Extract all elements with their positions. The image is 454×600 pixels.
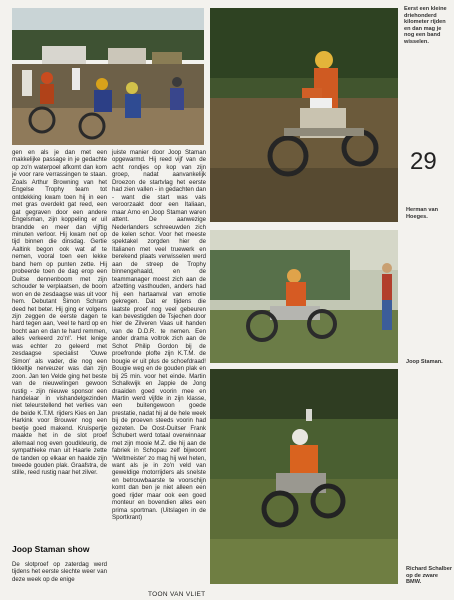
staman-photo <box>210 230 398 363</box>
col1-paragraph-2: De slotproef op zaterdag werd tijdens het eerste slechte weer van deze week op de enige <box>12 561 107 583</box>
mud-rider-photo-image <box>210 8 398 222</box>
section-heading: Joop Staman show <box>12 544 90 554</box>
article-column-1-end <box>12 561 107 591</box>
caption-hoeges: Herman van Hoeges. <box>406 207 439 220</box>
caption-staman: Joop Staman. <box>406 359 443 365</box>
page-number: 29 <box>410 148 437 175</box>
staman-photo-image <box>210 230 398 363</box>
mud-rider-photo <box>210 8 398 222</box>
schalber-photo <box>210 369 398 584</box>
author-byline: TOON VAN VLIET <box>148 591 206 598</box>
caption-schalber: Richard Schalber op de zware BMW. <box>406 566 453 586</box>
article-column-1 <box>12 149 107 517</box>
article-column-2-main <box>112 149 206 593</box>
schalber-photo-image <box>210 369 398 584</box>
col2-paragraph: juiste manier door Joop Staman opgewarmd. Hij reed vijf van de acht rondjes op kop van zijn groep, nadat aanvankelijk Droezon de startvlag het eerste had zien vallen - in gedachten dan - want die start was vals veroorzaakt door een Italiaan, maar Arno en Joop Staman waren attent. De aanwezige Nederlanders schreeuwden zich de kelen schor. Voor het meeste spektakel zorgden hier de Italianen met veel truewerk en berekend plaats verwisselen werd aan de streep de Trophy binnengehaald, en de teammanager moest zich aan de afzetting vasthouden, anders had hij een hartaanval van emotie gekregen. Dat er tijdens die laatste proef nog veel gebeuren kan bevestigden de Tsjechen door hier de Zilveren Vaas uit handen van de D.D.R. te nemen. Een ander drama voltrok zich aan de Schot Philip Gordon bij de proefronde plofte zijn K.T.M. de bougie er uit plus de schoefdraad! Bougie weg en de gouden plak en bij 25 min. voor het einde. Martin Schalkwijk en Jappie de Jong draaiden goed voorin mee en Martin werd vijfde in zijn klasse, een buitengewoon goede prestatie, nadat hij al de hele week bij de proeven steeds voorin had gezeten. De Oost-Duitser Frank Schubert werd totaal overwinnaar met zijn mooie M.Z. die hij aan de fabriek in Schopau zelf bijwoont 'Weltmeister' zo mag hij wel heten, want als je in zo'n veld van geweldige motorrijders als snelste en betrouwbaarste te voorschijn komt dan ben je niet alleen een goed rijder maar ook een goed monteur en bovendien alles een prima sportman. (Uitslagen in de Sportkrant) <box>112 149 206 522</box>
caption-top: Eerst een kleine driehonderd kilometer rijden en dan mag je nog een band wisselen. <box>404 6 447 45</box>
paddock-photo-image <box>12 8 204 145</box>
paddock-photo <box>12 8 204 145</box>
col1-paragraph: gen en als je dan met een makkelijke passage in je gedachte op zo'n waterpoel afkomt dan kom je voor rare verrassingen te staan. Zoals Arthur Browning van het Engelse Trophy team tot ontdekking kwam toen hij in een met gras overdekt gat reed, een gat gegraven door een andere Engelsman, zijn koppeling er uil brandde en meer dan vijftig minuten verloor. Hij kwam net op tijd binnen die dinsdag. Gertie Aaltink begon ook wat af te nemen, vooral toen een lekke band hem op punten zette. Hij probeerde toen de dag erop een Duitse dennenboom met zijn schouder te verplaatsen, de boom won en de zesdaagse was uit voor hem. Debutant Simon Schram deed het beter. Hij ging er volgens zijn zeggen de eerste dagen te hard tegen aan, 'veel te hard op en bocht aan en dan te hard remmen, alles verkeerd zo'n!'. Het lenige was echter zo geleerd met zesdaagse specialist 'Ouwe Simon' als vader, die nog een tikkeltje nerveuzer was dan zijn zoon. Jan ten Velde ging het beste van de nieuwelingen gewoon rustig - zijn nieuwe sponsor een handelaar in vishandelgezinden niet teleurstellend het verlies van de beide K.T.M. rijders Kies en Jan Harkink voor Brouwer nog een beetje goed makend. Kruispertje maakte het in de slot proef allemaal nog even goudkleurig, de sympathieke man uit Haarle zette de tanden op elkaar en haalde zijn tweede gouden plak. Graafstra, de stille, reed rustig naar het zilver. <box>12 149 107 477</box>
